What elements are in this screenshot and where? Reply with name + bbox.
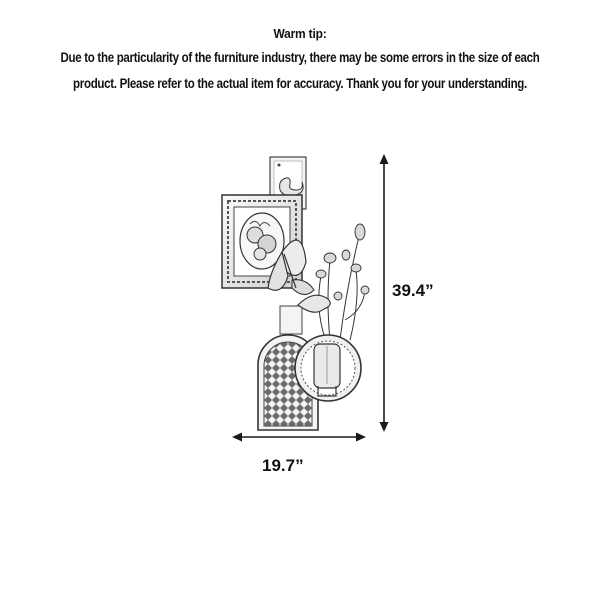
width-arrow xyxy=(232,433,366,442)
warm-tip-line-1: Due to the particularity of the furniture industry, there may be some errors in the size of each xyxy=(60,50,540,65)
width-dimension-label: 19.7” xyxy=(262,456,304,475)
warm-tip-line-2: product. Please refer to the actual item for accuracy. Thank you for your understanding. xyxy=(73,76,527,91)
warm-tip-title: Warm tip: xyxy=(273,26,327,41)
height-dimension-label: 39.4” xyxy=(392,281,434,300)
height-arrow xyxy=(380,154,389,432)
